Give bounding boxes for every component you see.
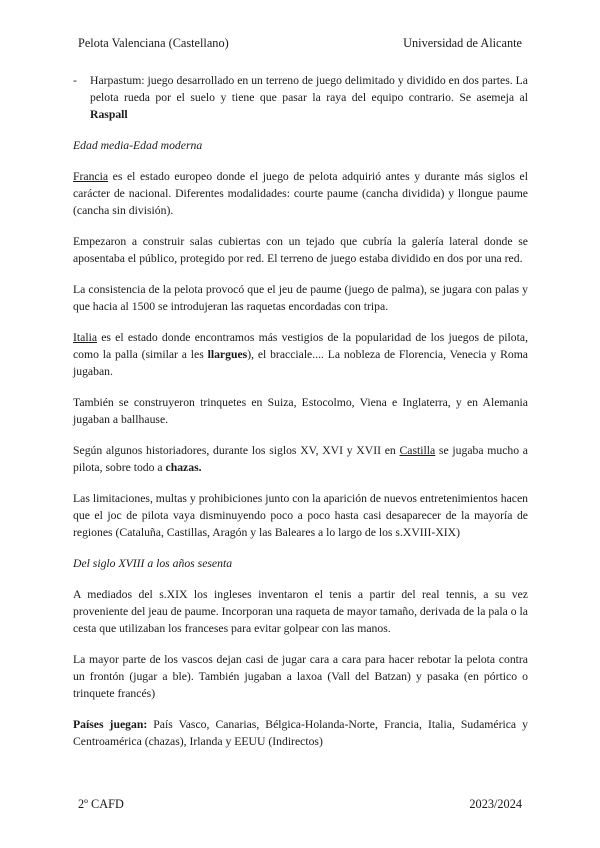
bold-paises-juegan: Países juegan:: [73, 718, 148, 731]
section-title-siglo-xviii: Del siglo XVIII a los años sesenta: [73, 557, 233, 570]
underlined-castilla: Castilla: [399, 444, 436, 457]
paragraph-vascos: La mayor parte de los vascos dejan casi de jugar cara a cara para hacer rebotar la pelota contra un frontón (jugar a ble). También jugaban a laxoa (Vall del Batzan) y pasaka (en pórtico o trinquete francés): [73, 653, 528, 700]
page-header: [78, 36, 522, 51]
header-university: Universidad de Alicante: [403, 36, 522, 50]
paragraph-tenis: A mediados del s.XIX los ingleses inventaron el tenis a partir del real tennis, a su vez proveniente del jeau de paume. Incorporan una raqueta de mayor tamaño, derivada de la pala o la cesta que utilizaban los franceses para evitar golpear con las manos.: [73, 588, 528, 635]
paragraph-trinquetes: También se construyeron trinquetes en Suiza, Estocolmo, Viena e Inglaterra, y en Alemania jugaban a ballhause.: [73, 396, 528, 426]
bullet-text: Harpastum: juego desarrollado en un terreno de juego delimitado y dividido en dos partes. La pelota rueda por el suelo y tiene que pasar la raya del equipo contrario. Se asemeja al Raspall: [90, 74, 528, 121]
bold-chazas: chazas.: [165, 461, 202, 474]
paragraph-limitaciones: Las limitaciones, multas y prohibiciones junto con la aparición de nuevos entretenimientos hacen que el joc de pilota vaya disminuyendo poco a poco hasta casi desaparecer de la mayoría de regiones (Cataluña, Castillas, Aragón y las Baleares a lo largo de los s.XVIII-XIX): [73, 492, 528, 539]
footer-course: 2º CAFD: [78, 797, 124, 811]
section-title-edad-media: Edad media-Edad moderna: [73, 139, 203, 152]
paragraph-salas-cubiertas: Empezaron a construir salas cubiertas con un tejado que cubría la galería lateral donde se aposentaba el público, protegido por red. El terreno de juego estaba dividido en dos por una red.: [73, 235, 528, 265]
paragraph-castilla: Según algunos historiadores, durante los siglos XV, XVI y XVII en Castilla se jugaba mucho a pilota, sobre todo a chazas.: [73, 444, 528, 474]
bullet-harpastum: [73, 72, 528, 123]
bold-llargues: llargues: [207, 348, 248, 361]
underlined-francia: Francia: [73, 170, 109, 183]
document-body: [73, 72, 528, 764]
footer-year: 2023/2024: [469, 797, 522, 811]
paragraph-consistencia: La consistencia de la pelota provocó que el jeu de paume (juego de palma), se jugara con palas y que hacia al 1500 se introdujeran las raquetas encordadas con tripa.: [73, 283, 528, 313]
paragraph-francia: Francia es el estado europeo donde el juego de pelota adquirió antes y durante más siglos el carácter de nacional. Diferentes modalidades: courte paume (cancha dividida) y llongue paume (cancha sin división).: [73, 170, 528, 217]
paragraph-paises: Países juegan: País Vasco, Canarias, Bélgica-Holanda-Norte, Francia, Italia, Sudamérica y Centroamérica (chazas), Irlanda y EEUU (Indirectos): [73, 718, 528, 748]
bullet-dash: -: [73, 74, 77, 87]
underlined-italia: Italia: [73, 331, 98, 344]
paragraph-italia: Italia es el estado donde encontramos más vestigios de la popularidad de los juegos de pilota, como la palla (similar a les llargues), el bracciale.... La nobleza de Florencia, Venecia y Roma jugaban.: [73, 331, 528, 378]
bold-raspall: Raspall: [90, 108, 128, 121]
page-footer: [78, 797, 522, 812]
header-course-title: Pelota Valenciana (Castellano): [78, 36, 229, 50]
